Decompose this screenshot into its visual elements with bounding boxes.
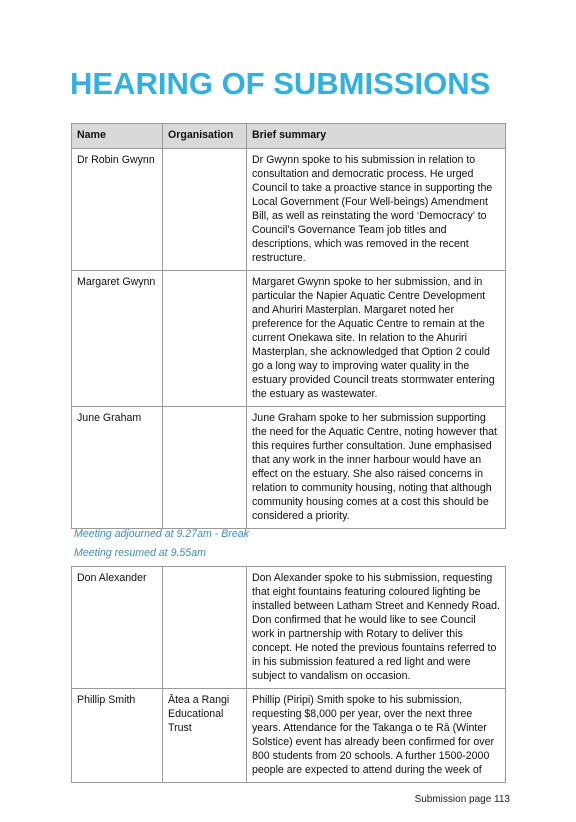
table-row xyxy=(72,271,506,407)
header-brief-summary: Brief summary xyxy=(247,124,506,149)
meeting-resumed-note: Meeting resumed at 9.55am xyxy=(74,547,206,559)
cell-summary: Phillip (Piripi) Smith spoke to his submission, requesting $8,000 per year, over the next three years. Attendance for the Takanga o te Rā (Winter Solstice) event has already been confirmed for over 800 students from 20 schools. A further 1500-2000 people are expected to attend during the week of xyxy=(247,689,506,783)
table-row xyxy=(72,689,506,783)
cell-name: Phillip Smith xyxy=(72,689,163,783)
cell-name: June Graham xyxy=(72,407,163,529)
cell-name: Don Alexander xyxy=(72,567,163,689)
table-row xyxy=(72,149,506,271)
cell-summary: Don Alexander spoke to his submission, requesting that eight fountains featuring coloured lighting be installed between Latham Street and Kennedy Road. Don confirmed that he would like to see Council work in partnership with Rotary to deliver this concept. He noted the previous fountains referred to in his submission featured a red light and were subject to vandalism on occasion. xyxy=(247,567,506,689)
cell-organisation xyxy=(163,271,247,407)
cell-organisation xyxy=(163,407,247,529)
page-title: HEARING OF SUBMISSIONS xyxy=(70,66,491,101)
cell-summary: Margaret Gwynn spoke to her submission, and in particular the Napier Aquatic Centre Development and Ahuriri Masterplan. Margaret noted her preference for the Aquatic Centre to remain at the current Onekawa site. In relation to the Ahuriri Masterplan, she acknowledged that Option 2 could go a long way to improving water quality in the estuary provided Council treats stormwater entering the estuary as wastewater. xyxy=(247,271,506,407)
cell-organisation: Ātea a Rangi Educational Trust xyxy=(163,689,247,783)
submissions-table xyxy=(71,123,506,529)
cell-name: Margaret Gwynn xyxy=(72,271,163,407)
header-organisation: Organisation xyxy=(163,124,247,149)
cell-name: Dr Robin Gwynn xyxy=(72,149,163,271)
submissions-table-continued xyxy=(71,566,506,783)
cell-organisation xyxy=(163,149,247,271)
page-footer: Submission page 113 xyxy=(414,794,510,805)
cell-summary: June Graham spoke to her submission supporting the need for the Aquatic Centre, noting however that this requires further consultation. June emphasised that any work in the inner harbour would have an effect on the estuary. She also raised concerns in relation to community housing, noting that although community housing comes at a cost this should be considered a priority. xyxy=(247,407,506,529)
table-row xyxy=(72,567,506,689)
table-row xyxy=(72,407,506,529)
cell-summary: Dr Gwynn spoke to his submission in relation to consultation and democratic process. He urged Council to take a proactive stance in supporting the Local Government (Four Well-beings) Amendment Bill, as well as reinstating the word ‘Democracy’ to Council’s Governance Team job titles and descriptions, which was removed in the recent restructure. xyxy=(247,149,506,271)
header-name: Name xyxy=(72,124,163,149)
meeting-adjourned-note: Meeting adjourned at 9.27am - Break xyxy=(74,528,249,540)
cell-organisation xyxy=(163,567,247,689)
table-header-row xyxy=(72,124,506,149)
